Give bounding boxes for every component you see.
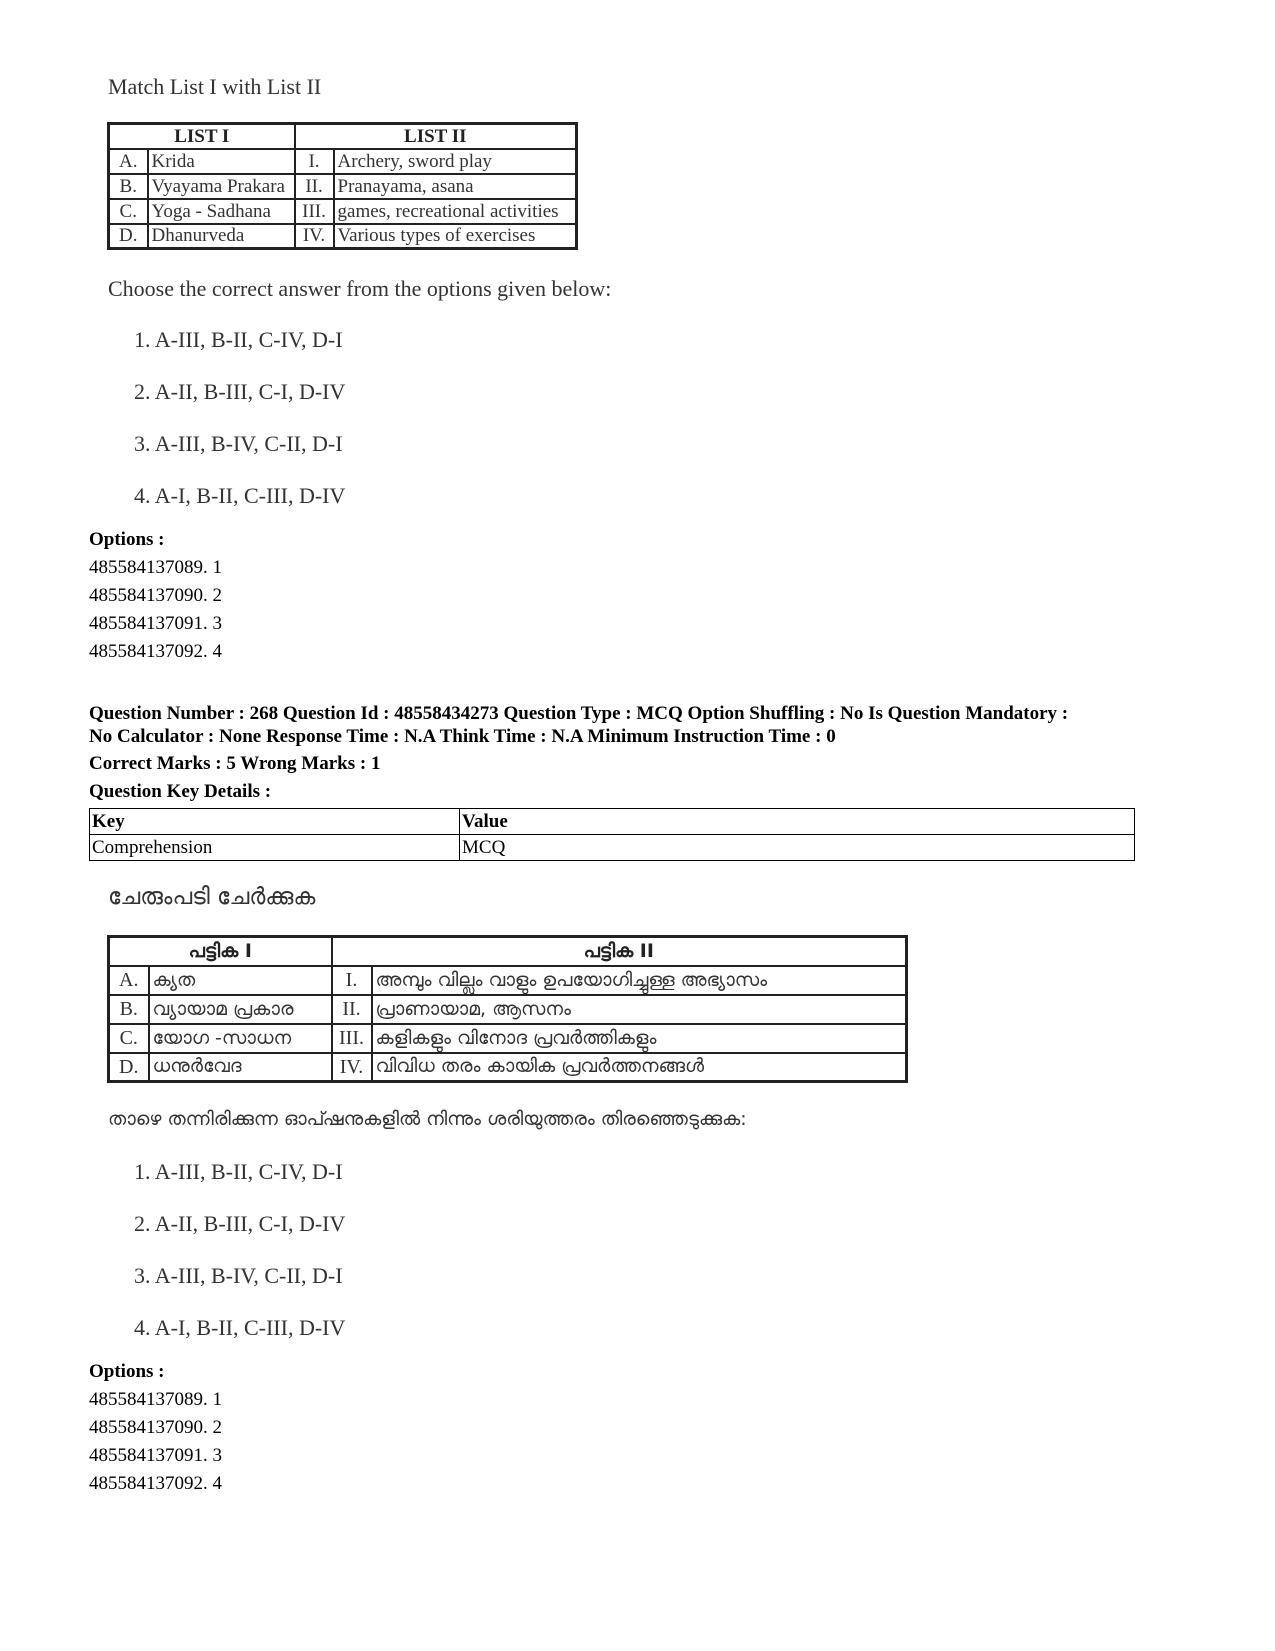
list-ii-item: അമ്പും വില്ലും വാളും ഉപയോഗിച്ചുള്ള അഭ്യാസം (372, 966, 907, 995)
list-i-header: LIST I (109, 124, 295, 149)
list-ii-item: വിവിധ തരം കായിക പ്രവർത്തനങ്ങൾ (372, 1053, 907, 1082)
option-item: 485584137092. 4 (89, 641, 222, 662)
q267-instruction: Choose the correct answer from the options given below: (108, 276, 612, 301)
list-ii-item: പ്രാണായാമ, ആസനം (372, 995, 907, 1024)
option-item: 485584137089. 1 (89, 557, 222, 578)
table-row (90, 835, 1135, 861)
list-i-item: Krida (148, 149, 295, 174)
list-ii-header: പട്ടിക II (332, 937, 907, 966)
table-row (109, 224, 577, 249)
table-header-row (109, 937, 907, 966)
q268-options (89, 1358, 222, 1498)
table-row (109, 966, 907, 995)
row-letter: D. (109, 224, 148, 249)
option-item: 485584137090. 2 (89, 1417, 222, 1438)
table-row (109, 174, 577, 199)
q267-match-table (107, 122, 578, 250)
q267-title: Match List I with List II (108, 74, 322, 99)
row-letter: C. (109, 1024, 149, 1053)
q267-choice-2: 2. A-II, B-III, C-I, D-IV (134, 379, 346, 404)
q268-choice-4: 4. A-I, B-II, C-III, D-IV (134, 1315, 346, 1340)
list-i-item: Yoga - Sadhana (148, 199, 295, 224)
list-i-item: വ്യായാമ പ്രകാര (149, 995, 332, 1024)
q268-instruction: താഴെ തന്നിരിക്കുന്ന ഓപ്ഷനുകളിൽ നിന്നും ശരിയുത്തരം തിരഞ്ഞെടുക്കുക: (108, 1108, 747, 1130)
row-roman: III. (332, 1024, 372, 1053)
row-letter: B. (109, 174, 148, 199)
option-item: 485584137090. 2 (89, 585, 222, 606)
list-i-item: Vyayama Prakara (148, 174, 295, 199)
row-letter: C. (109, 199, 148, 224)
option-item: 485584137089. 1 (89, 1389, 222, 1410)
option-item: 485584137092. 4 (89, 1473, 222, 1494)
list-i-header: പട്ടിക I (109, 937, 332, 966)
q268-meta-line2: No Calculator : None Response Time : N.A Think Time : N.A Minimum Instruction Time : 0 (89, 726, 836, 747)
q267-choice-4: 4. A-I, B-II, C-III, D-IV (134, 483, 346, 508)
row-roman: II. (332, 995, 372, 1024)
row-letter: A. (109, 149, 148, 174)
q268-key-details-label: Question Key Details : (89, 781, 272, 802)
list-ii-item: Pranayama, asana (334, 174, 577, 199)
row-letter: D. (109, 1053, 149, 1082)
row-letter: B. (109, 995, 149, 1024)
table-header-row (109, 124, 577, 149)
list-ii-header: LIST II (295, 124, 577, 149)
list-ii-item: games, recreational activities (334, 199, 577, 224)
row-roman: II. (295, 174, 334, 199)
table-row (109, 199, 577, 224)
options-label: Options : (89, 529, 165, 550)
value-header: Value (460, 809, 1135, 835)
q268-choice-3: 3. A-III, B-IV, C-II, D-I (134, 1263, 343, 1288)
row-roman: I. (332, 966, 372, 995)
option-item: 485584137091. 3 (89, 1445, 222, 1466)
key-cell: Comprehension (90, 835, 460, 861)
table-row (109, 995, 907, 1024)
q268-choice-1: 1. A-III, B-II, C-IV, D-I (134, 1159, 343, 1184)
list-i-item: യോഗ -സാധന (149, 1024, 332, 1053)
row-roman: IV. (295, 224, 334, 249)
q268-title: ചേരുംപടി ചേർക്കുക (108, 884, 316, 910)
list-i-item: ധനുർവേദ (149, 1053, 332, 1082)
q267-choice-1: 1. A-III, B-II, C-IV, D-I (134, 327, 343, 352)
value-cell: MCQ (460, 835, 1135, 861)
q268-key-table (89, 808, 1135, 861)
table-row (109, 1053, 907, 1082)
row-roman: I. (295, 149, 334, 174)
q268-match-table (107, 935, 908, 1083)
table-row (109, 1024, 907, 1053)
q268-choice-2: 2. A-II, B-III, C-I, D-IV (134, 1211, 346, 1236)
option-item: 485584137091. 3 (89, 613, 222, 634)
key-header: Key (90, 809, 460, 835)
q267-choice-3: 3. A-III, B-IV, C-II, D-I (134, 431, 343, 456)
list-ii-item: Archery, sword play (334, 149, 577, 174)
row-roman: III. (295, 199, 334, 224)
q268-marks: Correct Marks : 5 Wrong Marks : 1 (89, 753, 381, 774)
list-ii-item: കളികളും വിനോദ പ്രവർത്തികളും (372, 1024, 907, 1053)
q267-options (89, 526, 222, 666)
row-roman: IV. (332, 1053, 372, 1082)
list-ii-item: Various types of exercises (334, 224, 577, 249)
q268-meta-line1: Question Number : 268 Question Id : 48558434273 Question Type : MCQ Option Shuffling : No Is Question Mandatory : (89, 703, 1069, 724)
list-i-item: ക്യത (149, 966, 332, 995)
q268-meta (89, 702, 1149, 748)
options-label: Options : (89, 1361, 165, 1382)
table-row (109, 149, 577, 174)
key-table-header-row (90, 809, 1135, 835)
list-i-item: Dhanurveda (148, 224, 295, 249)
row-letter: A. (109, 966, 149, 995)
